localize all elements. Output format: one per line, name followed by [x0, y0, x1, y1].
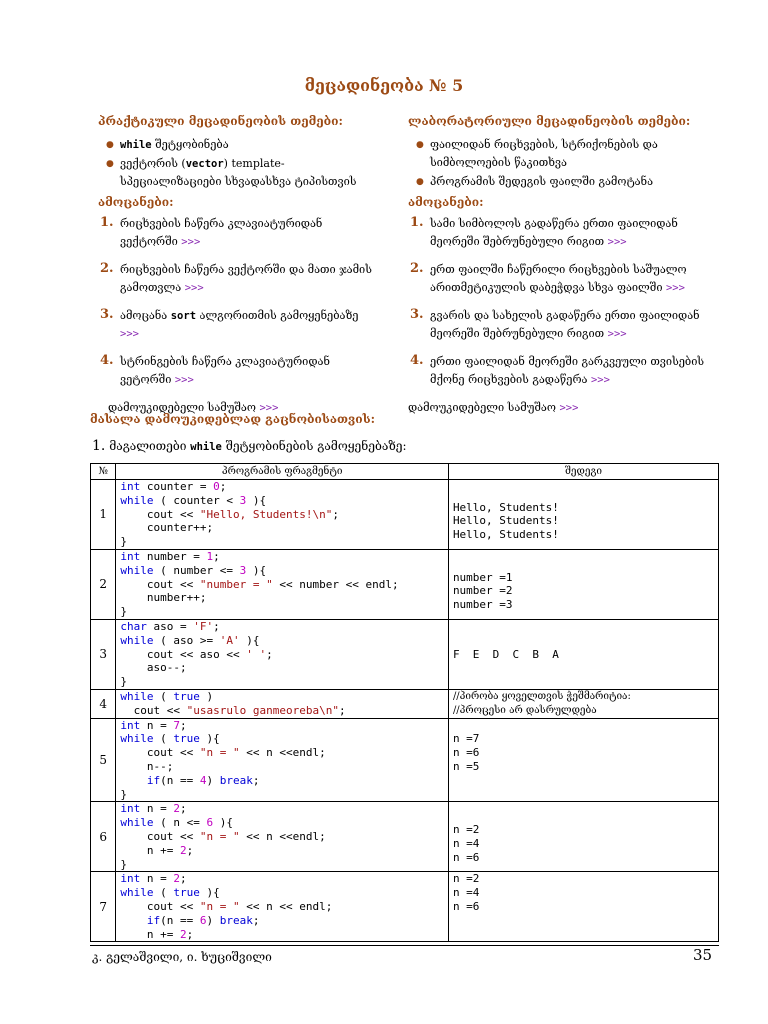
intro-text: მაგალითები — [109, 439, 187, 453]
output-cell — [448, 872, 718, 942]
examples-intro — [92, 438, 407, 454]
lab-section — [408, 112, 714, 417]
table-row — [91, 480, 719, 550]
table-header-row — [91, 464, 719, 480]
practical-heading: პრაქტიკული მეცადინეობის თემები: — [98, 114, 343, 128]
output-text: F E D C B A — [452, 647, 559, 661]
examples-table — [90, 463, 719, 942]
task-text: ალგორითმის გამოყენებაზე — [199, 309, 359, 322]
footer-authors: კ. გელაშვილი, ი. ხუციშვილი — [92, 950, 272, 964]
self-study-heading: მასალა დამოუკიდებლად გაცნობისათვის: — [90, 412, 376, 426]
lab-tasks — [408, 215, 714, 389]
code-cell — [116, 872, 449, 942]
output-text: n =2 n =4 n =6 — [452, 823, 480, 864]
independent-work — [408, 399, 714, 417]
independent-label: დამოუკიდებელი სამუშაო — [408, 401, 556, 414]
task-link[interactable]: >>> — [184, 282, 204, 294]
bullet-item — [120, 136, 378, 154]
bullet-text: შეტყობინება — [155, 138, 229, 151]
footer-divider — [90, 945, 719, 946]
bullet-item — [120, 155, 378, 191]
output-cell — [448, 480, 718, 550]
task-text: სტრინგების ჩაწერა კლავიატურიდან ვეტორში — [120, 355, 330, 386]
table-row — [91, 689, 719, 718]
intro-text: შეტყობინების გამოყენებაზე: — [225, 439, 407, 453]
task-number: 2. — [100, 261, 114, 276]
independent-link[interactable]: >>> — [559, 402, 579, 414]
independent-label: დამოუკიდებელი სამუშაო — [108, 401, 256, 414]
task-number: 4. — [410, 353, 424, 368]
output-cell — [448, 619, 718, 689]
row-number: 7 — [91, 872, 116, 942]
task-link[interactable]: >>> — [590, 374, 610, 386]
code-cell — [116, 718, 449, 802]
task-number: 1. — [100, 215, 114, 230]
output-cell — [448, 718, 718, 802]
task-item — [410, 307, 714, 343]
code-cell — [116, 802, 449, 872]
task-number: 1. — [410, 215, 424, 230]
task-number: 3. — [100, 307, 114, 322]
lab-tasks-heading: ამოცანები: — [408, 195, 484, 209]
task-number: 2. — [410, 261, 424, 276]
row-number: 4 — [91, 689, 116, 718]
task-number: 3. — [410, 307, 424, 322]
code-keyword: while — [190, 441, 222, 453]
task-text: ერთ ფაილში ჩაწერილი რიცხვების საშუალო არითმეტიკულის დაბეჭდვა სხვა ფაილში — [430, 263, 687, 294]
task-text: რიცხვების ჩაწერა ვექტორში და მათი ჯამის გამოთვლა — [120, 263, 372, 294]
row-number: 1 — [91, 480, 116, 550]
task-text: ამოცანა — [120, 309, 168, 322]
bullet-text: ) template-სპეციალიზაციები სხვადასხვა ტიპისთვის — [120, 157, 357, 188]
task-item — [410, 215, 714, 251]
practical-tasks-heading: ამოცანები: — [98, 195, 174, 209]
output-text: number =1 number =2 number =3 — [452, 570, 513, 612]
bullet-item: ● პროგრამის შედეგის ფაილში გამოტანა — [430, 173, 714, 191]
code-cell — [116, 689, 449, 718]
practical-section — [98, 112, 378, 417]
output-text: n =7 n =6 n =5 — [452, 732, 480, 773]
table-row — [91, 549, 719, 619]
table-row — [91, 872, 719, 942]
lab-heading: ლაბორატორიული მეცადინეობის თემები: — [408, 114, 691, 128]
lab-bullets — [408, 136, 714, 191]
code-fragment: int n = 2; while ( n <= 6 ){ cout << "n = " << n <<endl; n += 2; } — [120, 802, 326, 871]
task-link[interactable]: >>> — [174, 374, 194, 386]
output-cell — [448, 802, 718, 872]
page-title: მეცადინეობა № 5 — [304, 76, 464, 95]
header-output: შედეგი — [448, 464, 718, 480]
output-cell — [448, 549, 718, 619]
task-item — [100, 261, 378, 297]
table-row — [91, 619, 719, 689]
row-number: 3 — [91, 619, 116, 689]
code-cell — [116, 619, 449, 689]
task-number: 4. — [100, 353, 114, 368]
output-text: Hello, Students! Hello, Students! Hello, Students! — [452, 500, 559, 542]
output-text: n =2 n =4 n =6 — [452, 872, 480, 913]
code-keyword: sort — [170, 310, 197, 322]
task-text: სამი სიმბოლოს გადაწერა ერთი ფაილიდან მეორეში შებრუნებული რიგით — [430, 217, 678, 248]
code-keyword: while — [120, 139, 152, 151]
header-code: პროგრამის ფრაგმენტი — [116, 464, 449, 480]
table-row — [91, 802, 719, 872]
bullet-item: ● ფაილიდან რიცხვების, სტრიქონების და სიმბოლოების წაკითხვა — [430, 136, 714, 172]
code-fragment: int n = 2; while ( true ){ cout << "n = " << n << endl; if(n == 6) break; n += 2; — [120, 872, 333, 941]
row-number: 2 — [91, 549, 116, 619]
output-cell — [448, 689, 718, 718]
task-item — [410, 353, 714, 389]
bullet-text: ვექტორის ( — [120, 157, 186, 170]
independent-link[interactable]: >>> — [259, 402, 279, 414]
task-item — [100, 215, 378, 251]
header-number: № — [91, 464, 116, 480]
task-text: რიცხვების ჩაწერა კლავიატურიდან ვექტორში — [120, 217, 323, 248]
task-link[interactable]: >>> — [181, 236, 201, 248]
code-fragment: int number = 1; while ( number <= 3 ){ cout << "number = " << number << endl; number++; } — [120, 549, 399, 619]
task-item — [100, 307, 378, 343]
code-fragment: int n = 7; while ( true ){ cout << "n = " << n <<endl; n--; if(n == 4) break; } — [120, 718, 326, 801]
code-fragment: char aso = 'F'; while ( aso >= 'A' ){ cout << aso << ' '; aso--; } — [120, 619, 273, 689]
task-item — [410, 261, 714, 297]
task-item — [100, 353, 378, 389]
practical-tasks — [98, 215, 378, 389]
task-link[interactable]: >>> — [607, 328, 627, 340]
task-text: ერთი ფაილიდან მეორეში გარკვეული თვისების მქონე რიცხვების გადაწერა — [430, 355, 705, 386]
output-text: //პირობა ყოველთვის ჭეშმარიტია: //პროცესი არ დასრულდება — [452, 690, 631, 716]
practical-bullets — [98, 136, 378, 191]
row-number: 5 — [91, 718, 116, 802]
code-cell — [116, 480, 449, 550]
intro-number: 1. — [92, 438, 106, 454]
page-number: 35 — [693, 946, 713, 964]
table-row — [91, 718, 719, 802]
task-text: გვარის და სახელის გადაწერა ერთი ფაილიდან მეორეში შებრუნებული რიგით — [430, 309, 700, 340]
row-number: 6 — [91, 802, 116, 872]
code-cell — [116, 549, 449, 619]
task-link[interactable]: >>> — [665, 282, 685, 294]
code-keyword: vector — [185, 158, 224, 170]
code-fragment: int counter = 0; while ( counter < 3 ){ cout << "Hello, Students!\n"; counter++; } — [120, 480, 339, 549]
task-link[interactable]: >>> — [120, 328, 139, 340]
task-link[interactable]: >>> — [607, 236, 627, 248]
code-fragment: while ( true ) cout << "usasrulo ganmeoreba\n"; — [120, 689, 346, 717]
